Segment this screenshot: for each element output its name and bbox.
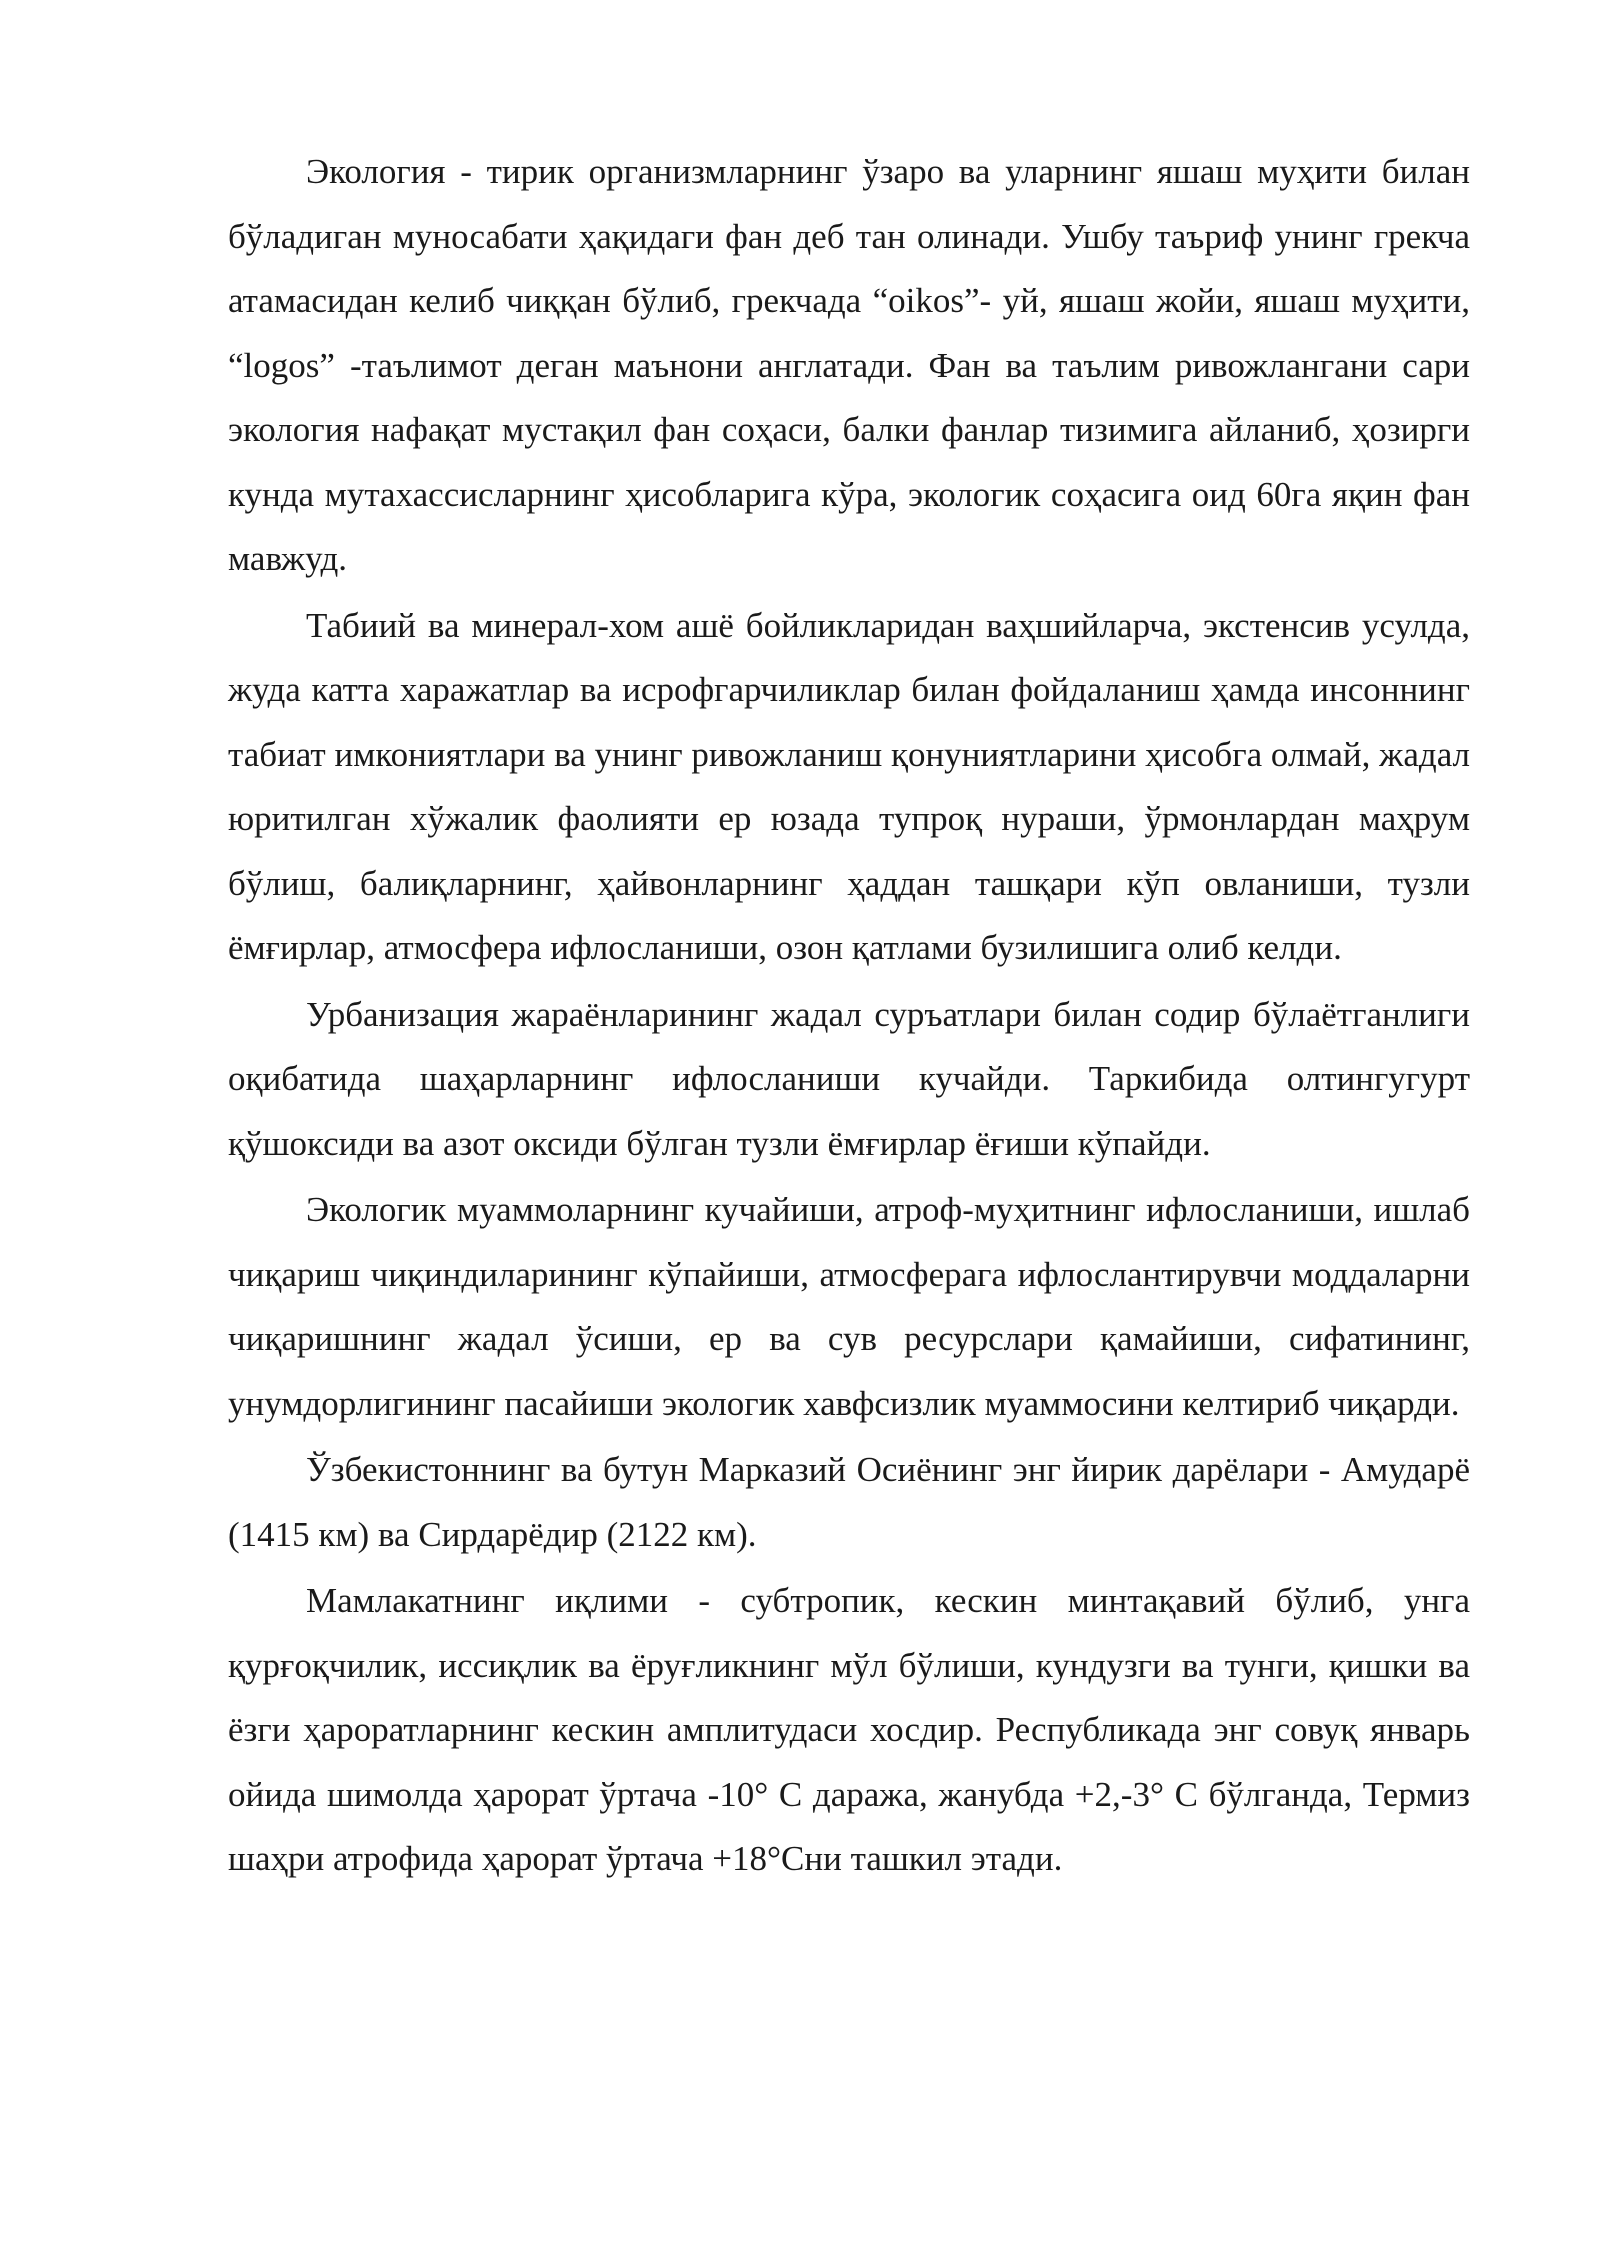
paragraph-climate: Мамлакатнинг иқлими - субтропик, кескин минтақавий бўлиб, унга қурғоқчилик, иссиқлик ва ёруғликнинг мўл бўлиши, кундузги ва тунги, қишки ва ёзги ҳароратларнинг кескин амплитудаси хосдир. Республикада энг совуқ январь ойида шимолда ҳарорат ўртача -10° С даража, жанубда +2,-3° С бўлганда, Термиз шаҳри атрофида ҳарорат ўртача +18°Сни ташкил этади. [228, 1581, 1470, 1878]
document-page [228, 140, 1470, 1894]
paragraph-rivers: Ўзбекистоннинг ва бутун Марказий Осиёнинг энг йирик дарёлари - Амударё (1415 км) ва Сирдарёдир (2122 км). [228, 1450, 1470, 1554]
paragraph-urbanization: Урбанизация жараёнларининг жадал суръатлари билан содир бўлаётганлиги оқибатида шаҳарларнинг ифлосланиши кучайди. Таркибида олтингугурт қўшоксиди ва азот оксиди бўлган тузли ёмғирлар ёғиши кўпайди. [228, 994, 1470, 1163]
paragraph-resource-exploitation: Табиий ва минерал-хом ашё бойликларидан ваҳшийларча, экстенсив усулда, жуда катта харажатлар ва исрофгарчиликлар билан фойдаланиш ҳамда инсоннинг табиат имкониятлари ва унинг ривожланиш қонуниятларини ҳисобга олмай, жадал юритилган хўжалик фаолияти ер юзада тупроқ нураши, ўрмонлардан маҳрум бўлиш, балиқларнинг, ҳайвонларнинг ҳаддан ташқари кўп овланиши, тузли ёмғирлар, атмосфера ифлосланиши, озон қатлами бузилишига олиб келди. [228, 605, 1470, 967]
paragraph-ecology-definition: Экология - тирик организмларнинг ўзаро ва уларнинг яшаш муҳити билан бўладиган муносабати ҳақидаги фан деб тан олинади. Ушбу таъриф унинг грекча атамасидан келиб чиққан бўлиб, грекчада “oikos”- уй, яшаш жойи, яшаш муҳити, “logos” -таълимот деган маънони англатади. Фан ва таълим ривожлангани сари экология нафақат мустақил фан соҳаси, балки фанлар тизимига айланиб, ҳозирги кунда мутахассисларнинг ҳисобларига кўра, экологик соҳасига оид 60га яқин фан мавжуд. [228, 152, 1470, 578]
paragraph-ecological-problems: Экологик муаммоларнинг кучайиши, атроф-муҳитнинг ифлосланиши, ишлаб чиқариш чиқиндиларининг кўпайиши, атмосферага ифлослантирувчи моддаларни чиқаришнинг жадал ўсиши, ер ва сув ресурслари қамайиши, сифатининг, унумдорлигининг пасайиши экологик хавфсизлик муаммосини келтириб чиқарди. [228, 1190, 1470, 1423]
